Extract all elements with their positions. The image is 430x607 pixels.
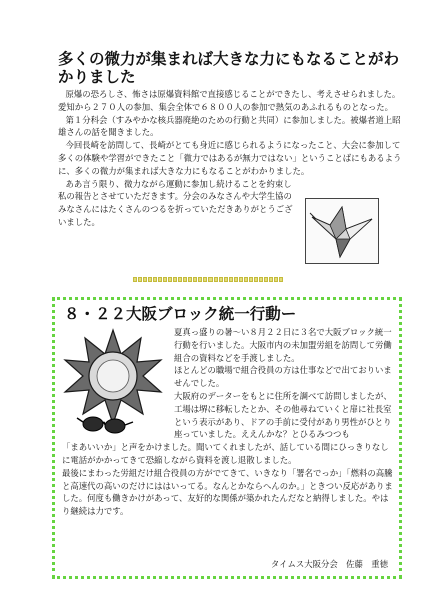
article-paragraph: ああ言う限り、微力ながら運動に参加し続けることを約束し私の報告とさせていただきます。分会のみなさんや大学生協のみなさんにはたくさんのつるを折っていただきありがとうございました。 — [58, 178, 293, 227]
article-paragraph: 最後にまわった労組だけ組合役員の方がでてきて、いきなり「署名でっか」「燃料の高騰と高速代の高いのだけにははいってる。なんとかならへんのか。」ときつい反応がありました。何度も働きかけがあって、友好的な関係が築かれたんだなと納得しました。やはり継続は力です。 — [62, 467, 393, 517]
article-paragraph: 原爆の恐ろしさ、怖さは原爆資料館で直接感じることができたし、考えさせられました。愛知から２７０人の参加、集会全体で６８００人の参加で熱気のあふれるものとなった。 — [58, 89, 401, 112]
section-divider — [133, 277, 283, 282]
article-paragraph: 大阪府のデーターをもとに住所を調べて訪問しましたが、工場は堺に移転したとか、その他尋ねていくと扉に社長室という表示があり、ドアの手前に受付があり男性がひとり座っていました。ええんかな？とひるみつつも — [174, 390, 392, 440]
article-body-osaka — [62, 326, 396, 518]
article-paragraph: 「まあいいか」と声をかけました。聞いてくれましたが、話している間にひっきりなしに電話がかかってきて恐縮しながら資料を渡し退散しました。 — [62, 442, 389, 465]
article-signature: タイムス大阪分会 佐藤 重徳 — [270, 559, 388, 569]
article-title-osaka-action: ８・２２大阪ブロック統一行動ー — [64, 305, 297, 323]
article-paragraph: 第１分科会（すみやかな核兵器廃絶のための行動と共同）に参加しました。被爆者道上昭雄さんの話を聞きました。 — [58, 114, 401, 138]
article-paragraph: 今回長崎を訪問して、長崎がとても身近に感じられるようになったこと、大会に参加して多くの体験や学習ができたこと「微力ではあるが無力ではない」ということばにもあるように、多くの微力が集まれば大きな力にもなることがわかりました。 — [58, 140, 402, 176]
article-paragraph: ほとんどの職場で組合役員の方は仕事などで出ておりいませんでした。 — [174, 365, 392, 389]
article-paragraph: 夏真っ盛りの暑～い８月２２日に３名で大阪ブロック統一行動を行いました。大阪市内の未加盟労組を訪問して労働組合の資料などを手渡しました。 — [174, 327, 392, 363]
article-title-micro-power: 多くの微力が集まれば大きな力にもなることがわかりました — [58, 50, 400, 86]
paper-crane-illustration — [305, 198, 379, 264]
